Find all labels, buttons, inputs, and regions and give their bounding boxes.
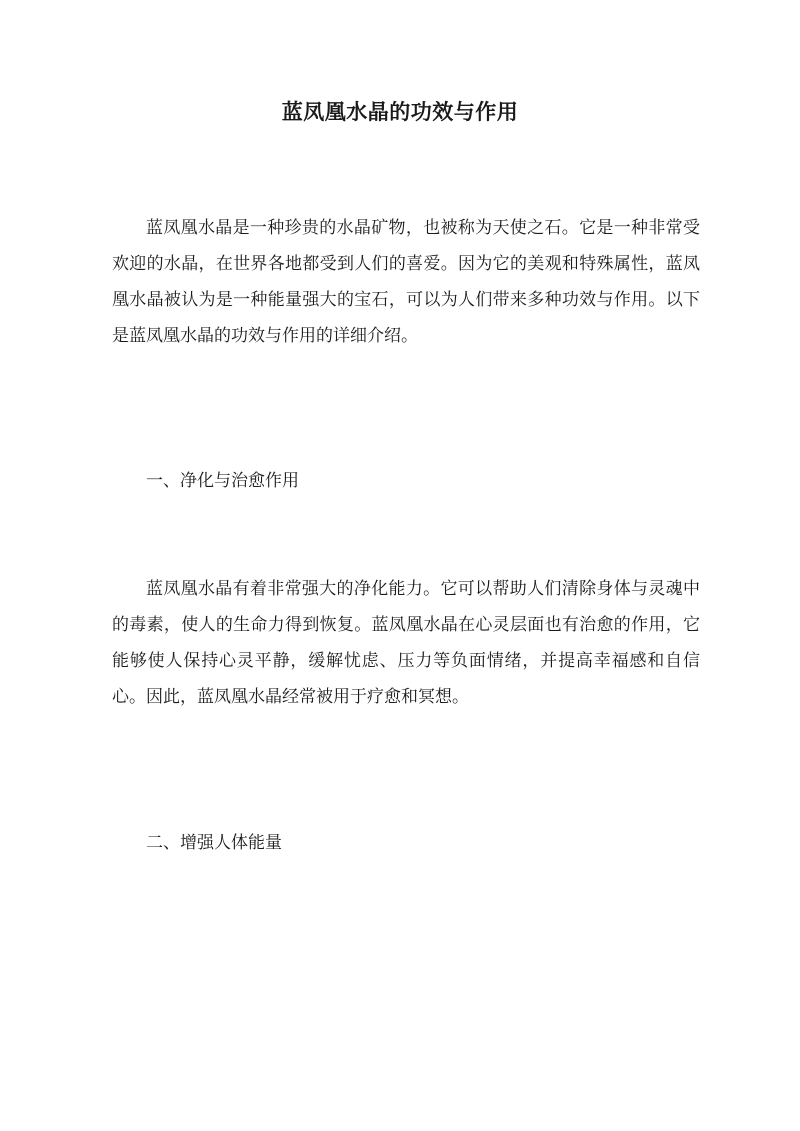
intro-paragraph: 蓝凤凰水晶是一种珍贵的水晶矿物，也被称为天使之石。它是一种非常受欢迎的水晶，在世界各地都受到人们的喜爱。因为它的美观和特殊属性，蓝凤凰水晶被认为是一种能量强大的宝石，可以为人们带来多种功效与作用。以下是蓝凤凰水晶的功效与作用的详细介绍。	[112, 218, 700, 346]
section-paragraph-purification: 蓝凤凰水晶有着非常强大的净化能力。它可以帮助人们清除身体与灵魂中的毒素，使人的生命力得到恢复。蓝凤凰水晶在心灵层面也有治愈的作用，它能够使人保持心灵平静，缓解忧虑、压力等负面情绪，并提高幸福感和自信心。因此，蓝凤凰水晶经常被用于疗愈和冥想。	[112, 579, 700, 707]
section-heading-purification: 一、净化与治愈作用	[146, 471, 299, 491]
document-title: 蓝凤凰水晶的功效与作用	[281, 99, 519, 124]
section-heading-energy: 二、增强人体能量	[146, 833, 282, 853]
